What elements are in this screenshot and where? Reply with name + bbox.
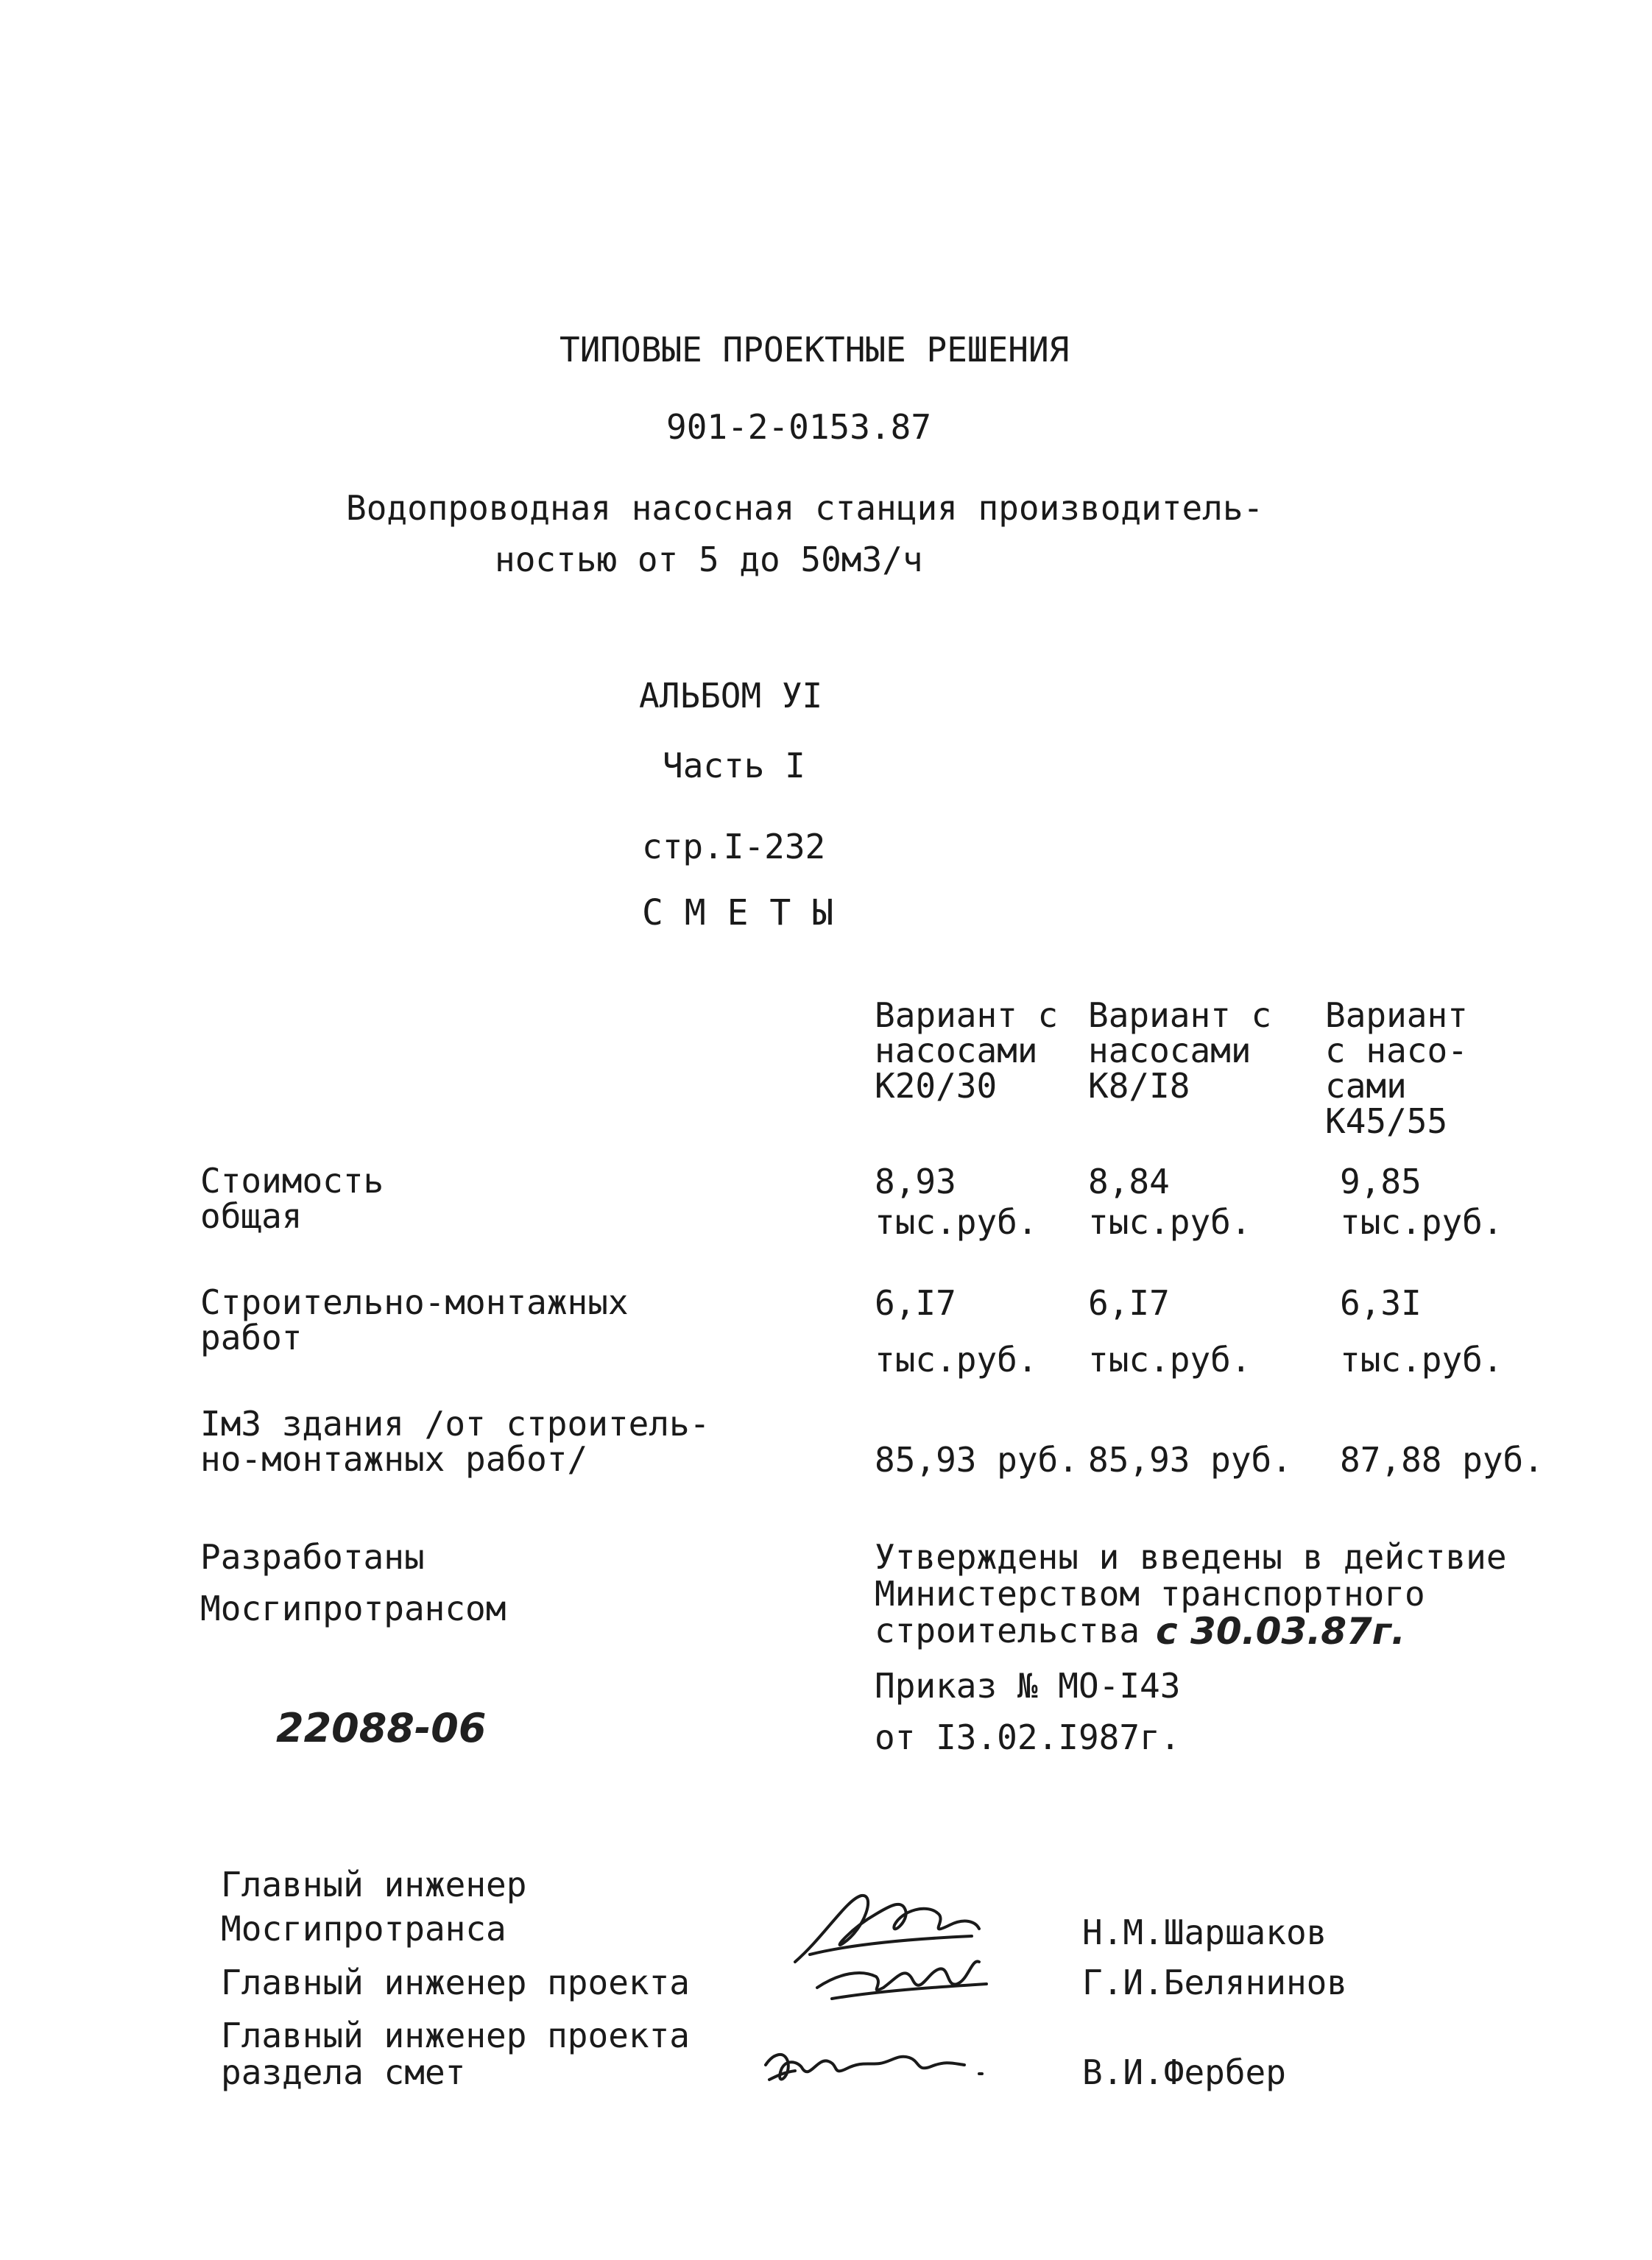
- developer-org: Мосгипротрансом: [200, 1589, 506, 1628]
- column-header-3: Вариант с насо- сами К45/55: [1325, 995, 1468, 1141]
- project-code: 901-2-0153.87: [666, 407, 932, 447]
- chief-engineer-title-1: Главный инженер: [221, 1865, 527, 1904]
- handwritten-code: 22088-06: [276, 1705, 487, 1751]
- total-cost-unit-3: тыс.руб.: [1340, 1202, 1503, 1242]
- description-line-2: ностью от 5 до 50м3/ч: [495, 540, 923, 579]
- section-title: С М Е Т Ы: [642, 892, 834, 933]
- construction-unit-1: тыс.руб.: [875, 1340, 1038, 1380]
- estimates-engineer-signature: [758, 2035, 1009, 2094]
- handwritten-approval-date: с 30.03.87г.: [1156, 1610, 1405, 1653]
- description-line-1: Водопроводная насосная станция производитель-: [346, 488, 1264, 528]
- approval-line-3: строительства: [875, 1611, 1140, 1650]
- estimates-engineer-title-1: Главный инженер проекта: [221, 2016, 690, 2055]
- estimates-engineer-title-2: раздела смет: [221, 2052, 466, 2092]
- developer-label: Разработаны: [200, 1537, 425, 1577]
- order-date: от I3.02.I987г.: [875, 1717, 1181, 1757]
- construction-unit-3: тыс.руб.: [1340, 1340, 1503, 1380]
- chief-engineer-title-2: Мосгипротранса: [221, 1909, 506, 1949]
- album-label: АЛЬБОМ УI: [639, 676, 823, 716]
- total-cost-unit-1: тыс.руб.: [875, 1202, 1038, 1242]
- per-m3-value-2: 85,93 руб.: [1088, 1440, 1292, 1480]
- project-engineer-name: Г.И.Белянинов: [1082, 1963, 1348, 2002]
- per-m3-value-3: 87,88 руб.: [1340, 1440, 1544, 1480]
- chief-engineer-name: Н.М.Шаршаков: [1082, 1913, 1327, 1952]
- order-number: Приказ № МО-I43: [875, 1666, 1181, 1706]
- total-cost-value-1: 8,93: [875, 1162, 956, 1201]
- total-cost-unit-2: тыс.руб.: [1088, 1202, 1252, 1242]
- row-label-per-m3: IмЗ здания /от строитель- но-монтажных работ/: [200, 1404, 710, 1479]
- row-label-construction: Строительно-монтажных работ: [200, 1282, 629, 1357]
- construction-value-3: 6,3I: [1340, 1283, 1422, 1323]
- construction-value-2: 6,I7: [1088, 1283, 1170, 1323]
- approval-line-1: Утверждены и введены в действие: [875, 1537, 1507, 1577]
- per-m3-value-1: 85,93 руб.: [875, 1440, 1079, 1480]
- pages-label: стр.I-232: [642, 827, 826, 866]
- total-cost-value-2: 8,84: [1088, 1162, 1170, 1201]
- project-engineer-signature: [810, 1943, 1001, 2010]
- estimates-engineer-name: В.И.Фербер: [1082, 2052, 1286, 2092]
- part-label: Часть I: [663, 746, 805, 785]
- project-engineer-title: Главный инженер проекта: [221, 1963, 690, 2002]
- construction-value-1: 6,I7: [875, 1283, 956, 1323]
- column-header-2: Вариант с насосами К8/I8: [1088, 995, 1272, 1106]
- column-header-1: Вариант с насосами К20/30: [875, 995, 1059, 1106]
- series-title: ТИПОВЫЕ ПРОЕКТНЫЕ РЕШЕНИЯ: [560, 330, 1070, 370]
- row-label-total-cost: Стоимость общая: [200, 1161, 384, 1236]
- approval-line-2: Министерством транспортного: [875, 1574, 1425, 1614]
- construction-unit-2: тыс.руб.: [1088, 1340, 1252, 1380]
- total-cost-value-3: 9,85: [1340, 1162, 1422, 1201]
